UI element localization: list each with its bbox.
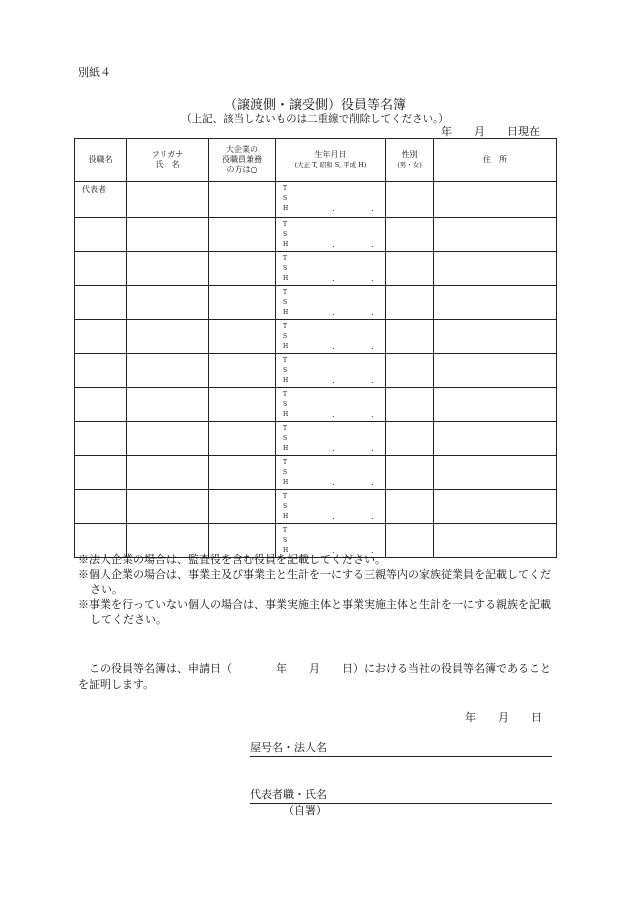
address-cell[interactable] xyxy=(434,456,557,490)
signature-date xyxy=(465,709,542,725)
signature-month: 月 xyxy=(498,711,509,724)
address-cell[interactable] xyxy=(434,182,557,218)
era-showa: S xyxy=(283,299,288,306)
birth-date-cell[interactable] xyxy=(276,490,386,524)
birth-date-cell[interactable] xyxy=(276,388,386,422)
name-cell[interactable] xyxy=(127,252,209,286)
large-company-cell[interactable] xyxy=(209,354,276,388)
era-showa: S xyxy=(283,265,288,272)
name-cell[interactable] xyxy=(127,456,209,490)
era-taisho: T xyxy=(283,323,288,330)
appendix-label: 別紙４ xyxy=(78,66,111,79)
large-company-cell[interactable] xyxy=(209,422,276,456)
signature-label: （自署） xyxy=(283,804,327,817)
birth-date-cell[interactable] xyxy=(276,182,386,218)
era-heisei: H xyxy=(283,479,289,486)
date-separator: . xyxy=(332,274,335,283)
note-corporate: ※法人企業の場合は、監査役を含む役員を記載してください。 xyxy=(78,553,386,566)
date-separator: . xyxy=(371,512,374,521)
gender-cell[interactable] xyxy=(386,422,434,456)
era-taisho: T xyxy=(283,425,288,432)
as-of-date xyxy=(441,123,540,139)
name-cell[interactable] xyxy=(127,490,209,524)
date-separator: . xyxy=(332,308,335,317)
era-showa: S xyxy=(283,435,288,442)
large-company-cell[interactable] xyxy=(209,218,276,252)
signature-day: 日 xyxy=(531,711,542,724)
table-row xyxy=(75,388,557,422)
date-separator: . xyxy=(371,546,374,555)
date-separator: . xyxy=(332,342,335,351)
era-showa: S xyxy=(283,231,288,238)
date-separator: . xyxy=(371,274,374,283)
large-company-cell[interactable] xyxy=(209,252,276,286)
as-of-month: 月 xyxy=(474,125,485,138)
header-birth-date: 生年月日 (大正 T, 昭和 S, 平成 H) xyxy=(276,139,386,182)
table-row xyxy=(75,456,557,490)
header-name: フリガナ 氏 名 xyxy=(127,139,209,182)
date-separator: . xyxy=(332,478,335,487)
address-cell[interactable] xyxy=(434,218,557,252)
birth-date-cell[interactable] xyxy=(276,456,386,490)
date-separator: . xyxy=(371,376,374,385)
large-company-cell[interactable] xyxy=(209,320,276,354)
address-cell[interactable] xyxy=(434,286,557,320)
name-cell[interactable] xyxy=(127,218,209,252)
era-taisho: T xyxy=(283,357,288,364)
gender-cell[interactable] xyxy=(386,354,434,388)
era-heisei: H xyxy=(283,241,289,248)
era-heisei: H xyxy=(283,411,289,418)
era-taisho: T xyxy=(283,527,288,534)
table-row xyxy=(75,422,557,456)
era-showa: S xyxy=(283,503,288,510)
date-separator: . xyxy=(371,410,374,419)
large-company-cell[interactable] xyxy=(209,456,276,490)
gender-cell[interactable] xyxy=(386,182,434,218)
role-cell[interactable] xyxy=(75,218,127,252)
address-cell[interactable] xyxy=(434,490,557,524)
officer-roster-table xyxy=(74,138,557,558)
as-of-day: 日現在 xyxy=(507,125,540,138)
document-title: （譲渡側・譲受側）役員等名簿 xyxy=(223,98,406,113)
signature-year: 年 xyxy=(465,711,476,724)
date-separator: . xyxy=(371,342,374,351)
large-company-cell[interactable] xyxy=(209,286,276,320)
era-heisei: H xyxy=(283,445,289,452)
role-cell[interactable] xyxy=(75,456,127,490)
date-separator: . xyxy=(332,240,335,249)
large-company-cell[interactable] xyxy=(209,388,276,422)
birth-date-cell[interactable] xyxy=(276,218,386,252)
date-separator: . xyxy=(371,444,374,453)
era-heisei: H xyxy=(283,547,289,554)
gender-cell[interactable] xyxy=(386,252,434,286)
era-heisei: H xyxy=(283,205,289,212)
note-individual: ※事業を行っていない個人の場合は、事業実施主体と事業実施主体と生計を一にする親族を記載してください。 xyxy=(78,598,551,626)
gender-cell[interactable] xyxy=(386,388,434,422)
era-showa: S xyxy=(283,537,288,544)
name-cell[interactable] xyxy=(127,388,209,422)
role-cell[interactable]: 代表者 xyxy=(75,182,127,218)
era-heisei: H xyxy=(283,343,289,350)
address-cell[interactable] xyxy=(434,388,557,422)
date-separator: . xyxy=(371,308,374,317)
notes xyxy=(78,552,558,627)
date-separator: . xyxy=(371,478,374,487)
date-separator: . xyxy=(332,546,335,555)
representative-field[interactable]: 代表者職・氏名 xyxy=(250,786,552,804)
gender-cell[interactable] xyxy=(386,218,434,252)
role-cell[interactable] xyxy=(75,252,127,286)
table-row xyxy=(75,252,557,286)
header-gender: 性別 (男・女) xyxy=(386,139,434,182)
date-separator: . xyxy=(332,376,335,385)
era-taisho: T xyxy=(283,289,288,296)
era-taisho: T xyxy=(283,221,288,228)
address-cell[interactable] xyxy=(434,422,557,456)
table-row xyxy=(75,354,557,388)
date-separator: . xyxy=(371,204,374,213)
table-row xyxy=(75,182,557,218)
address-cell[interactable] xyxy=(434,354,557,388)
date-separator: . xyxy=(332,410,335,419)
large-company-cell[interactable] xyxy=(209,182,276,218)
era-showa: S xyxy=(283,367,288,374)
gender-cell[interactable] xyxy=(386,320,434,354)
role-cell[interactable] xyxy=(75,422,127,456)
birth-date-cell[interactable] xyxy=(276,354,386,388)
era-taisho: T xyxy=(283,493,288,500)
shop-name-field[interactable]: 屋号名・法人名 xyxy=(250,739,552,757)
header-role: 役職名 xyxy=(75,139,127,182)
era-showa: S xyxy=(283,333,288,340)
date-separator: . xyxy=(332,444,335,453)
large-company-cell[interactable] xyxy=(209,490,276,524)
era-taisho: T xyxy=(283,185,288,192)
birth-date-cell[interactable] xyxy=(276,320,386,354)
name-cell[interactable] xyxy=(127,320,209,354)
birth-date-cell[interactable] xyxy=(276,286,386,320)
era-taisho: T xyxy=(283,255,288,262)
certification-statement: この役員等名簿は、申請日（ 年 月 日）における当社の役員等名簿であることを証明します。 xyxy=(78,662,551,691)
name-cell[interactable] xyxy=(127,422,209,456)
header-large-company: 大企業の 役職員兼務 の方は○ xyxy=(209,139,276,182)
header-address: 住 所 xyxy=(434,139,557,182)
role-cell[interactable] xyxy=(75,354,127,388)
role-cell[interactable] xyxy=(75,388,127,422)
as-of-year: 年 xyxy=(441,125,452,138)
era-taisho: T xyxy=(283,459,288,466)
table-header-row xyxy=(75,139,557,182)
era-heisei: H xyxy=(283,377,289,384)
address-cell[interactable] xyxy=(434,252,557,286)
name-cell[interactable] xyxy=(127,354,209,388)
role-cell[interactable] xyxy=(75,286,127,320)
table-row xyxy=(75,320,557,354)
era-showa: S xyxy=(283,401,288,408)
gender-cell[interactable] xyxy=(386,286,434,320)
role-cell[interactable] xyxy=(75,490,127,524)
role-cell[interactable] xyxy=(75,320,127,354)
era-heisei: H xyxy=(283,275,289,282)
table-row xyxy=(75,286,557,320)
table-row xyxy=(75,490,557,524)
era-showa: S xyxy=(283,195,288,202)
date-separator: . xyxy=(332,204,335,213)
address-cell[interactable] xyxy=(434,320,557,354)
table-row xyxy=(75,218,557,252)
era-taisho: T xyxy=(283,391,288,398)
era-heisei: H xyxy=(283,309,289,316)
date-separator: . xyxy=(371,240,374,249)
gender-cell[interactable] xyxy=(386,490,434,524)
note-sole-proprietor: ※個人企業の場合は、事業主及び事業主と生計を一にする三親等内の家族従業員を記載してください。 xyxy=(78,568,551,596)
birth-date-cell[interactable] xyxy=(276,252,386,286)
era-heisei: H xyxy=(283,513,289,520)
name-cell[interactable] xyxy=(127,182,209,218)
birth-date-cell[interactable] xyxy=(276,422,386,456)
gender-cell[interactable] xyxy=(386,456,434,490)
name-cell[interactable] xyxy=(127,286,209,320)
era-showa: S xyxy=(283,469,288,476)
document-subtitle: （上記、該当しないものは二重線で削除してください。） xyxy=(181,113,449,125)
date-separator: . xyxy=(332,512,335,521)
